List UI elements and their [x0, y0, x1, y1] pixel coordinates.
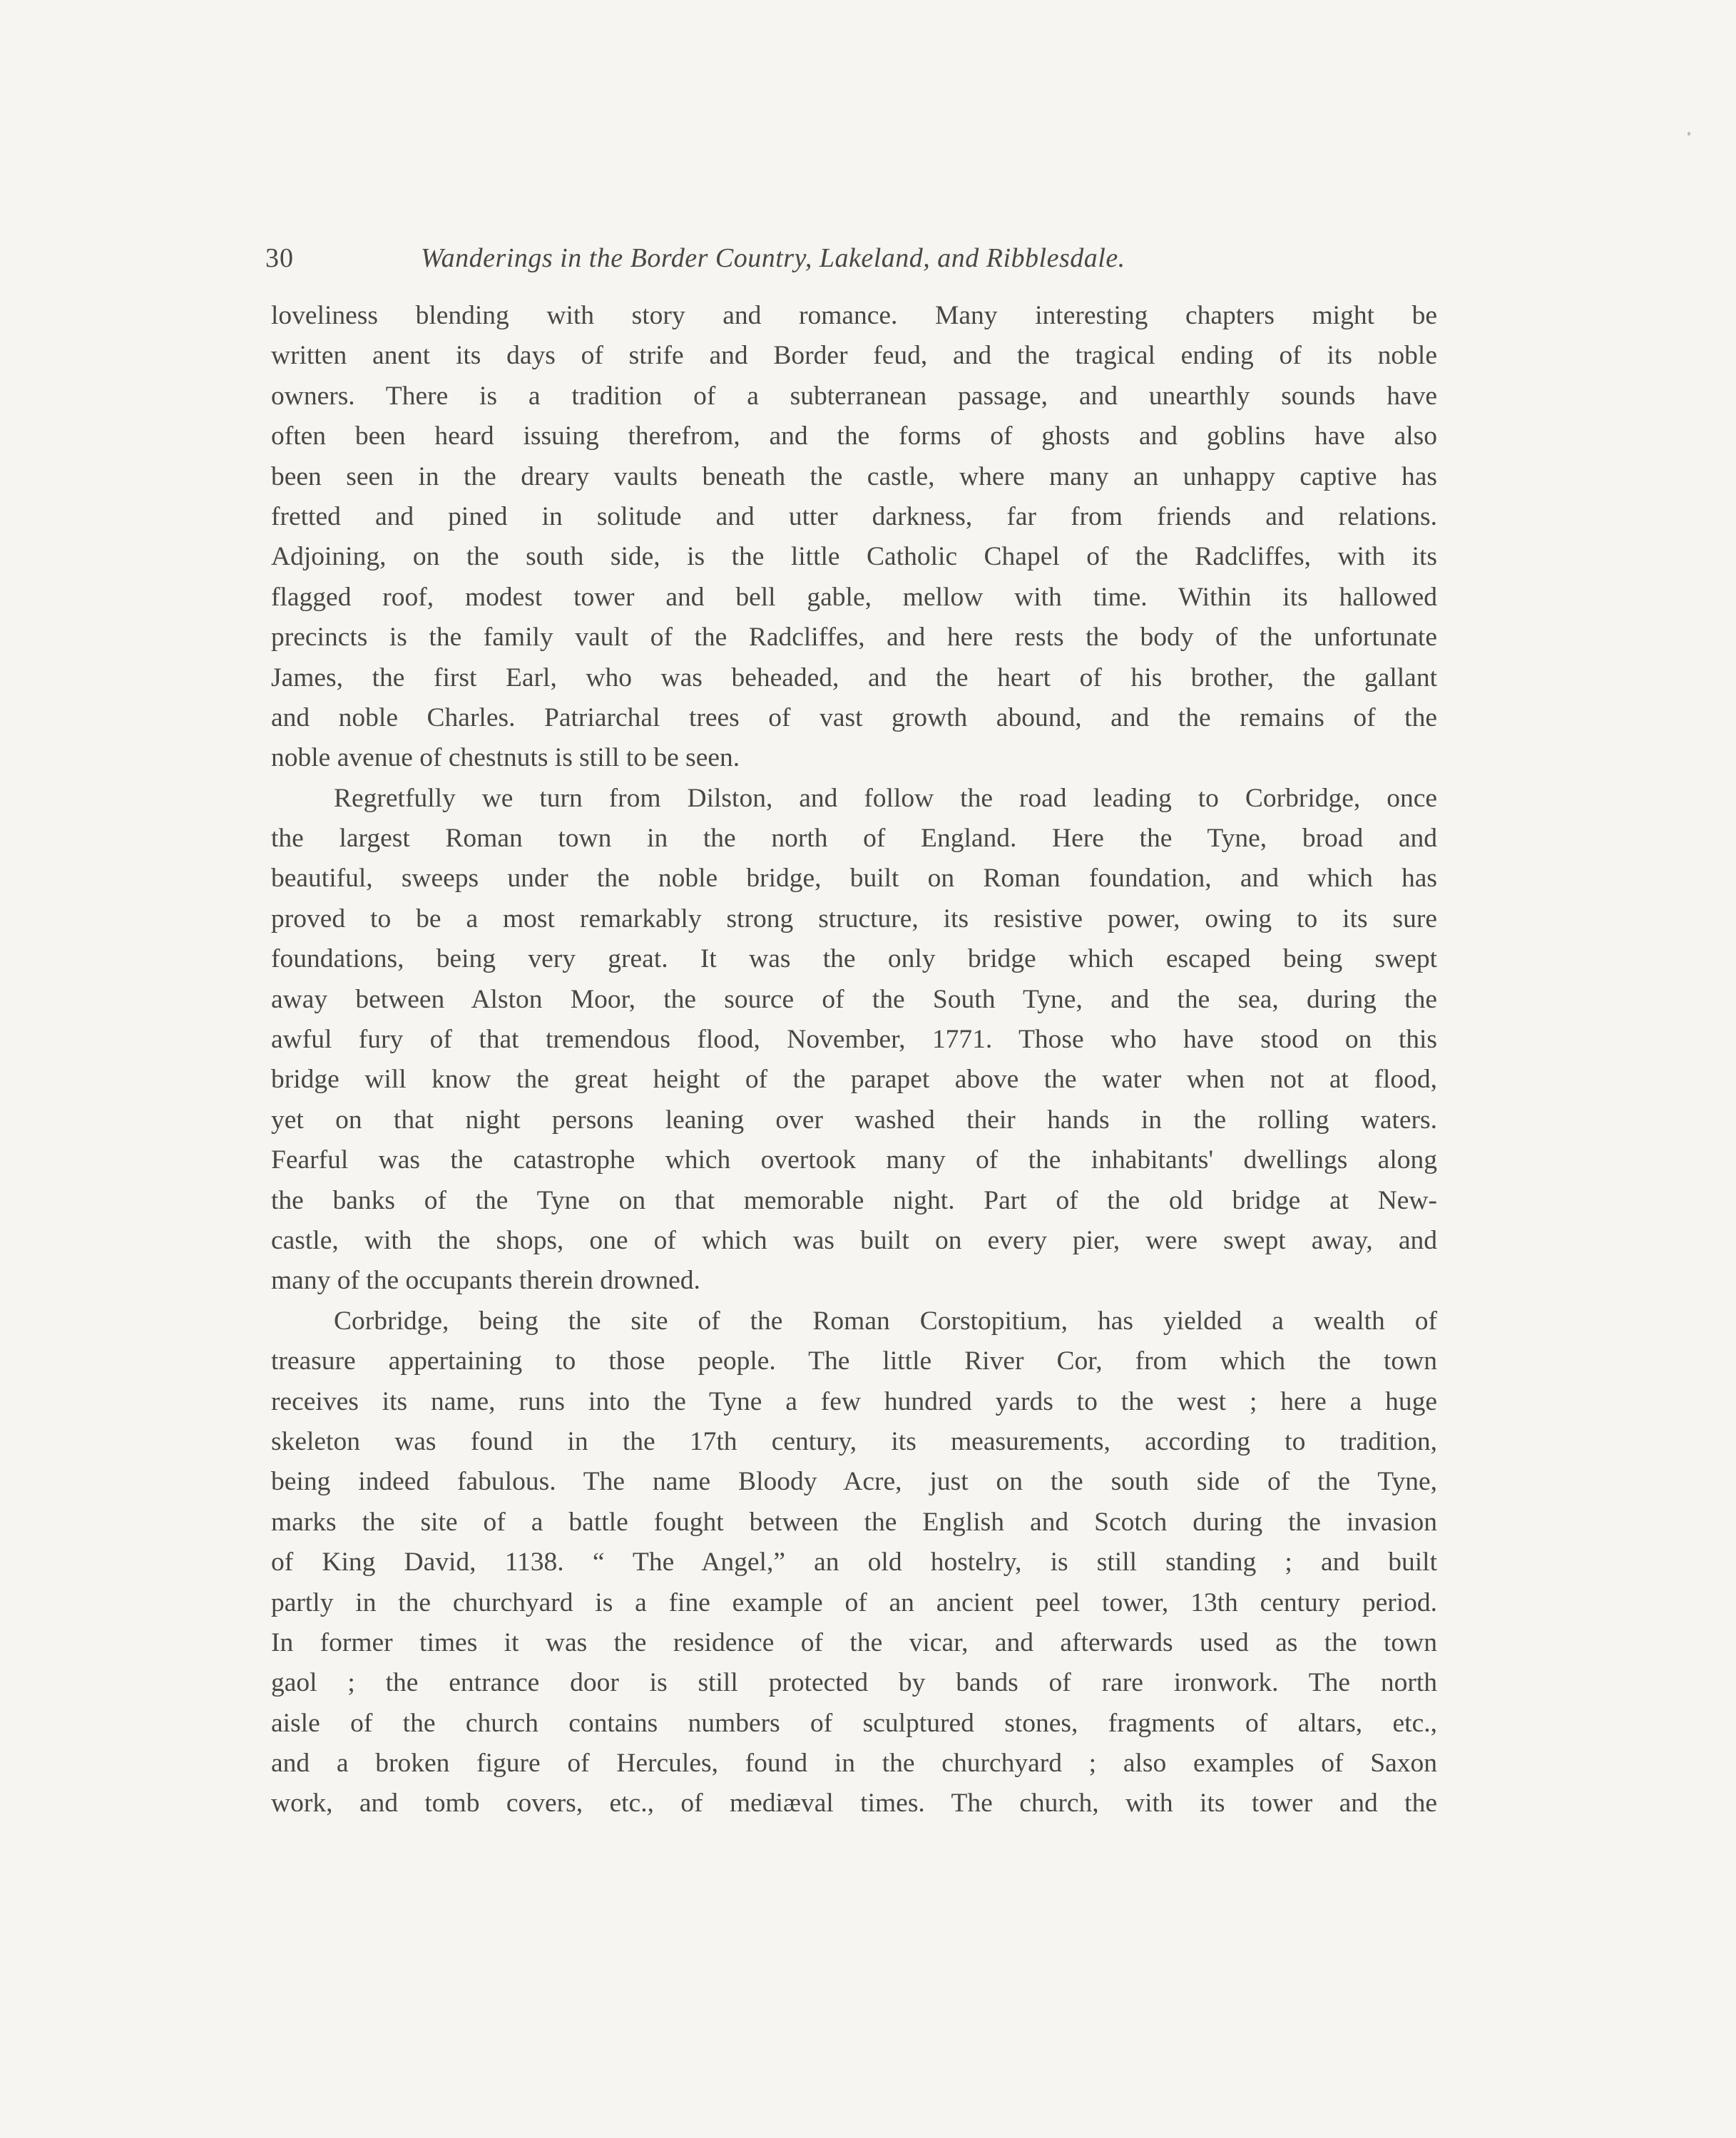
text-line: written anent its days of strife and Border feud, and the tragical ending of its noble — [271, 341, 1437, 371]
text-line: In former times it was the residence of the vicar, and afterwards used as the town — [271, 1627, 1437, 1657]
text-line: many of the occupants therein drowned. — [271, 1266, 700, 1296]
running-title: Wanderings in the Border Country, Lakeland, and Ribblesdale. — [421, 243, 1125, 273]
text-line: aisle of the church contains numbers of sculptured stones, fragments of altars, etc., — [271, 1708, 1437, 1738]
text-line: and a broken figure of Hercules, found in the churchyard ; also examples of Saxon — [271, 1749, 1437, 1779]
text-line: often been heard issuing therefrom, and the forms of ghosts and goblins have also — [271, 421, 1437, 451]
text-line: and noble Charles. Patriarchal trees of vast growth abound, and the remains of the — [271, 702, 1437, 732]
text-line: marks the site of a battle fought between the English and Scotch during the invasion — [271, 1507, 1437, 1537]
text-line: being indeed fabulous. The name Bloody Acre, just on the south side of the Tyne, — [271, 1467, 1437, 1497]
page-number: 30 — [265, 243, 294, 273]
text-line: precincts is the family vault of the Radcliffes, and here rests the body of the unfortunate — [271, 623, 1437, 653]
text-line: Fearful was the catastrophe which overtook many of the inhabitants' dwellings along — [271, 1145, 1437, 1175]
text-line: away between Alston Moor, the source of the South Tyne, and the sea, during the — [271, 984, 1437, 1014]
text-line: the largest Roman town in the north of England. Here the Tyne, broad and — [271, 824, 1437, 854]
text-line: treasure appertaining to those people. The little River Cor, from which the town — [271, 1346, 1437, 1376]
text-line: bridge will know the great height of the parapet above the water when not at flood, — [271, 1065, 1437, 1095]
text-line: loveliness blending with story and romance. Many interesting chapters might be — [271, 301, 1437, 330]
text-line: Corbridge, being the site of the Roman Corstopitium, has yielded a wealth of — [334, 1306, 1437, 1336]
text-line: beautiful, sweeps under the noble bridge, built on Roman foundation, and which has — [271, 864, 1437, 894]
text-line: been seen in the dreary vaults beneath the castle, where many an unhappy captive has — [271, 461, 1437, 491]
text-line: owners. There is a tradition of a subterranean passage, and unearthly sounds have — [271, 381, 1437, 411]
text-line: awful fury of that tremendous flood, November, 1771. Those who have stood on this — [271, 1025, 1437, 1055]
text-line: Adjoining, on the south side, is the little Catholic Chapel of the Radcliffes, with its — [271, 542, 1437, 572]
text-line: skeleton was found in the 17th century, its measurements, according to tradition, — [271, 1426, 1437, 1456]
text-line: noble avenue of chestnuts is still to be seen. — [271, 743, 740, 773]
text-line: flagged roof, modest tower and bell gable, mellow with time. Within its hallowed — [271, 582, 1437, 612]
text-line: yet on that night persons leaning over washed their hands in the rolling waters. — [271, 1105, 1437, 1135]
text-line: receives its name, runs into the Tyne a few hundred yards to the west ; here a huge — [271, 1386, 1437, 1416]
paper-speck — [1688, 132, 1690, 135]
text-line: partly in the churchyard is a fine example of an ancient peel tower, 13th century period. — [271, 1587, 1437, 1617]
text-line: proved to be a most remarkably strong structure, its resistive power, owing to its sure — [271, 904, 1437, 934]
text-line: gaol ; the entrance door is still protected by bands of rare ironwork. The north — [271, 1668, 1437, 1698]
text-line: Regretfully we turn from Dilston, and follow the road leading to Corbridge, once — [334, 783, 1437, 813]
text-line: work, and tomb covers, etc., of mediæval times. The church, with its tower and the — [271, 1789, 1437, 1819]
text-line: James, the first Earl, who was beheaded, and the heart of his brother, the gallant — [271, 663, 1437, 692]
text-line: of King David, 1138. “ The Angel,” an old hostelry, is still standing ; and built — [271, 1548, 1437, 1577]
running-head — [265, 237, 1439, 280]
text-line: the banks of the Tyne on that memorable night. Part of the old bridge at New- — [271, 1185, 1437, 1215]
text-line: castle, with the shops, one of which was built on every pier, were swept away, and — [271, 1225, 1437, 1255]
text-line: foundations, being very great. It was the only bridge which escaped being swept — [271, 944, 1437, 974]
body-text — [271, 296, 1437, 1824]
text-line: fretted and pined in solitude and utter darkness, far from friends and relations. — [271, 501, 1437, 531]
